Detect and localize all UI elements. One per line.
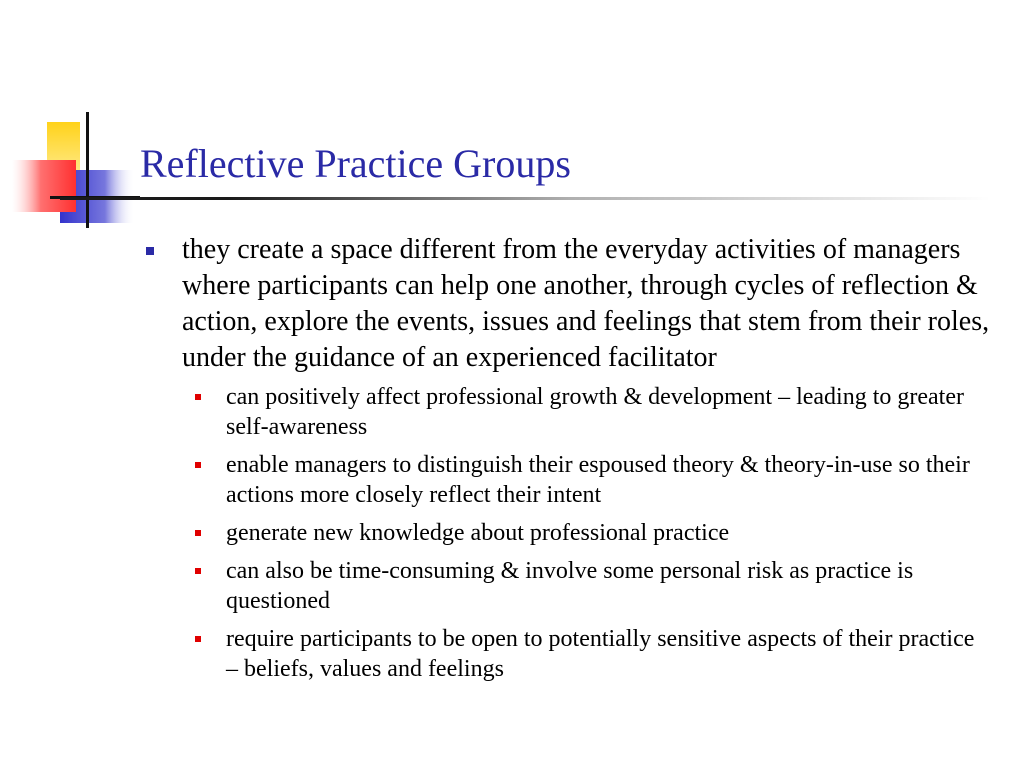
sub-bullet-text: can positively affect professional growth & development – leading to greater self-awareness [226, 384, 964, 440]
title-underline [60, 197, 990, 200]
main-bullet-marker [146, 247, 154, 255]
sub-bullet-text: require participants to be open to potentially sensitive aspects of their practice – beliefs, values and feelings [226, 626, 975, 682]
sub-bullet-text: generate new knowledge about professional practice [226, 520, 730, 546]
sub-bullet-item [226, 624, 1000, 684]
sub-bullet-marker [195, 530, 201, 536]
sub-bullet-text: can also be time-consuming & involve some personal risk as practice is questioned [226, 558, 914, 614]
sub-bullet-item [226, 450, 1000, 510]
sub-bullet-item [226, 382, 1000, 442]
deco-red-square [12, 160, 76, 212]
sub-bullet-marker [195, 568, 201, 574]
main-bullet-text: they create a space different from the everyday activities of managers where participants can help one another, through cycles of reflection & action, explore the events, issues and feelings that stem from their roles, under the guidance of an experienced facilitator [182, 234, 990, 373]
title-decoration-graphic [0, 0, 140, 240]
sub-bullet-list [140, 382, 1000, 684]
main-bullet-item [140, 232, 1000, 376]
slide-title: Reflective Practice Groups [140, 141, 571, 186]
sub-bullet-item [226, 518, 1000, 548]
sub-bullet-item [226, 556, 1000, 616]
sub-bullet-marker [195, 394, 201, 400]
sub-bullet-text: enable managers to distinguish their espoused theory & theory-in-use so their actions more closely reflect their intent [226, 452, 970, 508]
slide-body [140, 232, 1000, 692]
sub-bullet-marker [195, 462, 201, 468]
sub-bullet-marker [195, 636, 201, 642]
deco-vertical-line [86, 112, 89, 228]
